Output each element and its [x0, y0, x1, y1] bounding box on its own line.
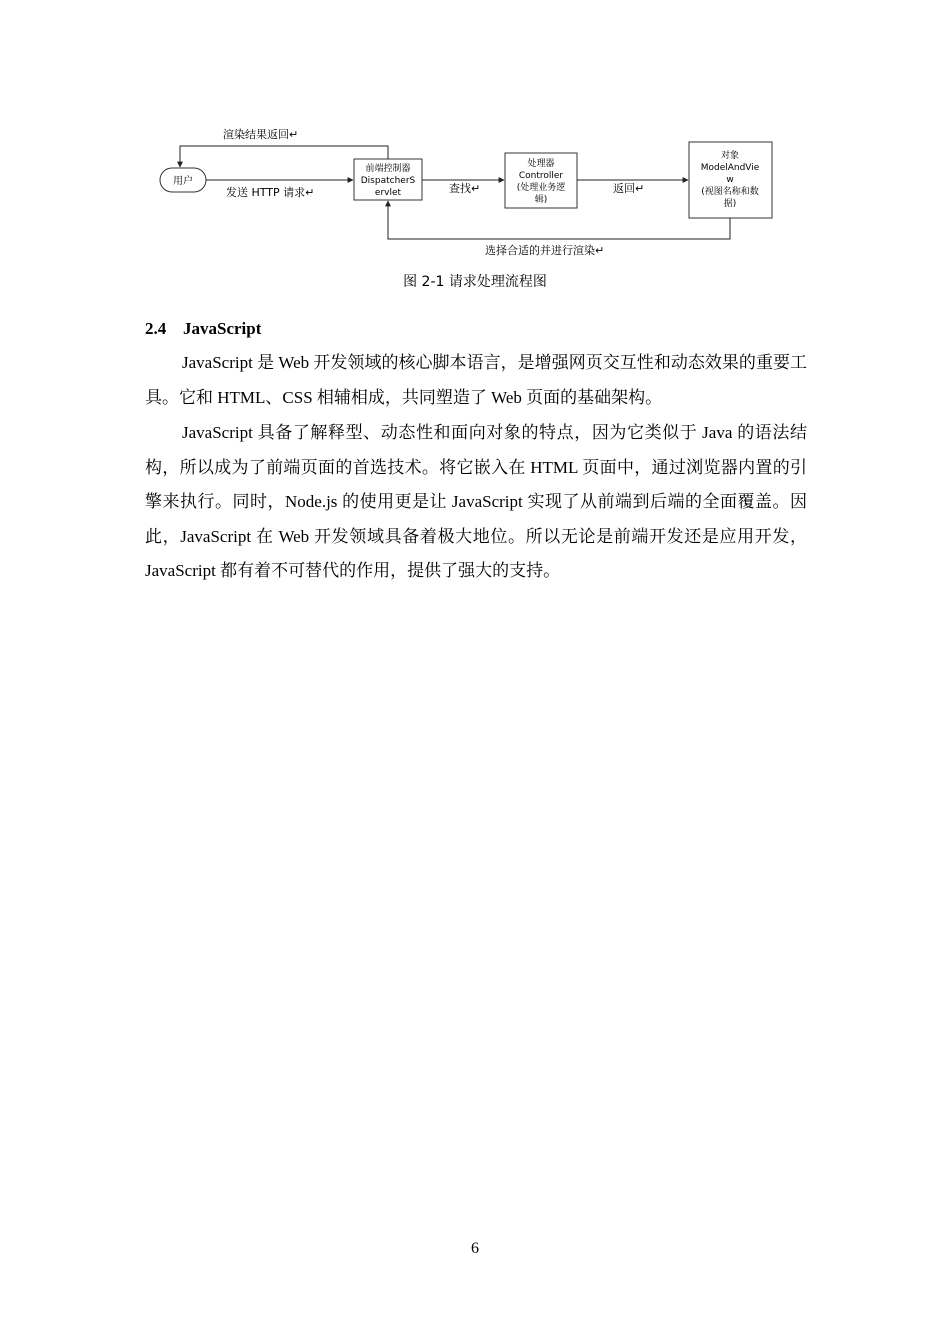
label-select-render: 选择合适的并进行渲染↵	[485, 244, 605, 257]
label-send-http: 发送 HTTP 请求↵	[226, 186, 315, 199]
dispatcher-line-1: 前端控制器	[365, 164, 411, 174]
dispatcher-node	[354, 159, 422, 200]
page-number: 6	[471, 1240, 479, 1257]
paragraph-1: JavaScript 是 Web 开发领域的核心脚本语言，是增强网页交互性和动态效果的重要工具。它和 HTML、CSS 相辅相成，共同塑造了 Web 页面的基础架构。	[145, 353, 807, 407]
label-return: 返回↵	[613, 182, 645, 195]
controller-node	[505, 153, 577, 208]
request-flow-diagram	[150, 118, 790, 268]
controller-line-4: 辑)	[534, 195, 548, 205]
mav-line-3: w	[726, 175, 734, 185]
controller-line-3: (处理业务逻	[516, 183, 566, 193]
mav-line-4: (视图名称和数	[701, 187, 759, 197]
mav-line-5: 据)	[723, 199, 737, 209]
section-title: JavaScript	[183, 319, 262, 338]
user-label: 用户	[173, 176, 193, 187]
section-heading	[145, 318, 261, 340]
model-and-view-node	[689, 142, 772, 218]
figure-caption: 图 2-1 请求处理流程图	[403, 274, 547, 290]
label-render-return: 渲染结果返回↵	[223, 128, 299, 141]
mav-line-2: ModelAndVie	[700, 163, 760, 173]
label-find: 查找↵	[449, 182, 481, 195]
section-number: 2.4	[145, 319, 167, 338]
user-node	[160, 168, 206, 192]
dispatcher-line-3: ervlet	[374, 188, 402, 198]
mav-line-1: 对象	[720, 151, 740, 161]
paragraph-2: JavaScript 具备了解释型、动态性和面向对象的特点，因为它类似于 Java 的语法结构，所以成为了前端页面的首选技术。将它嵌入在 HTML 页面中，通过浏览器内置的引擎来执行。同时，Node.js 的使用更是让 JavaScript 实现了从前端到后端的全面覆盖。因此，JavaScript 在 Web 开发领域具备着极大地位。所以无论是前端开发还是应用开发，JavaScript 都有着不可替代的作用，提供了强大的支持。	[145, 423, 807, 580]
dispatcher-line-2: DispatcherS	[360, 176, 416, 186]
controller-line-1: 处理器	[527, 159, 555, 169]
controller-line-2: Controller	[518, 171, 564, 181]
